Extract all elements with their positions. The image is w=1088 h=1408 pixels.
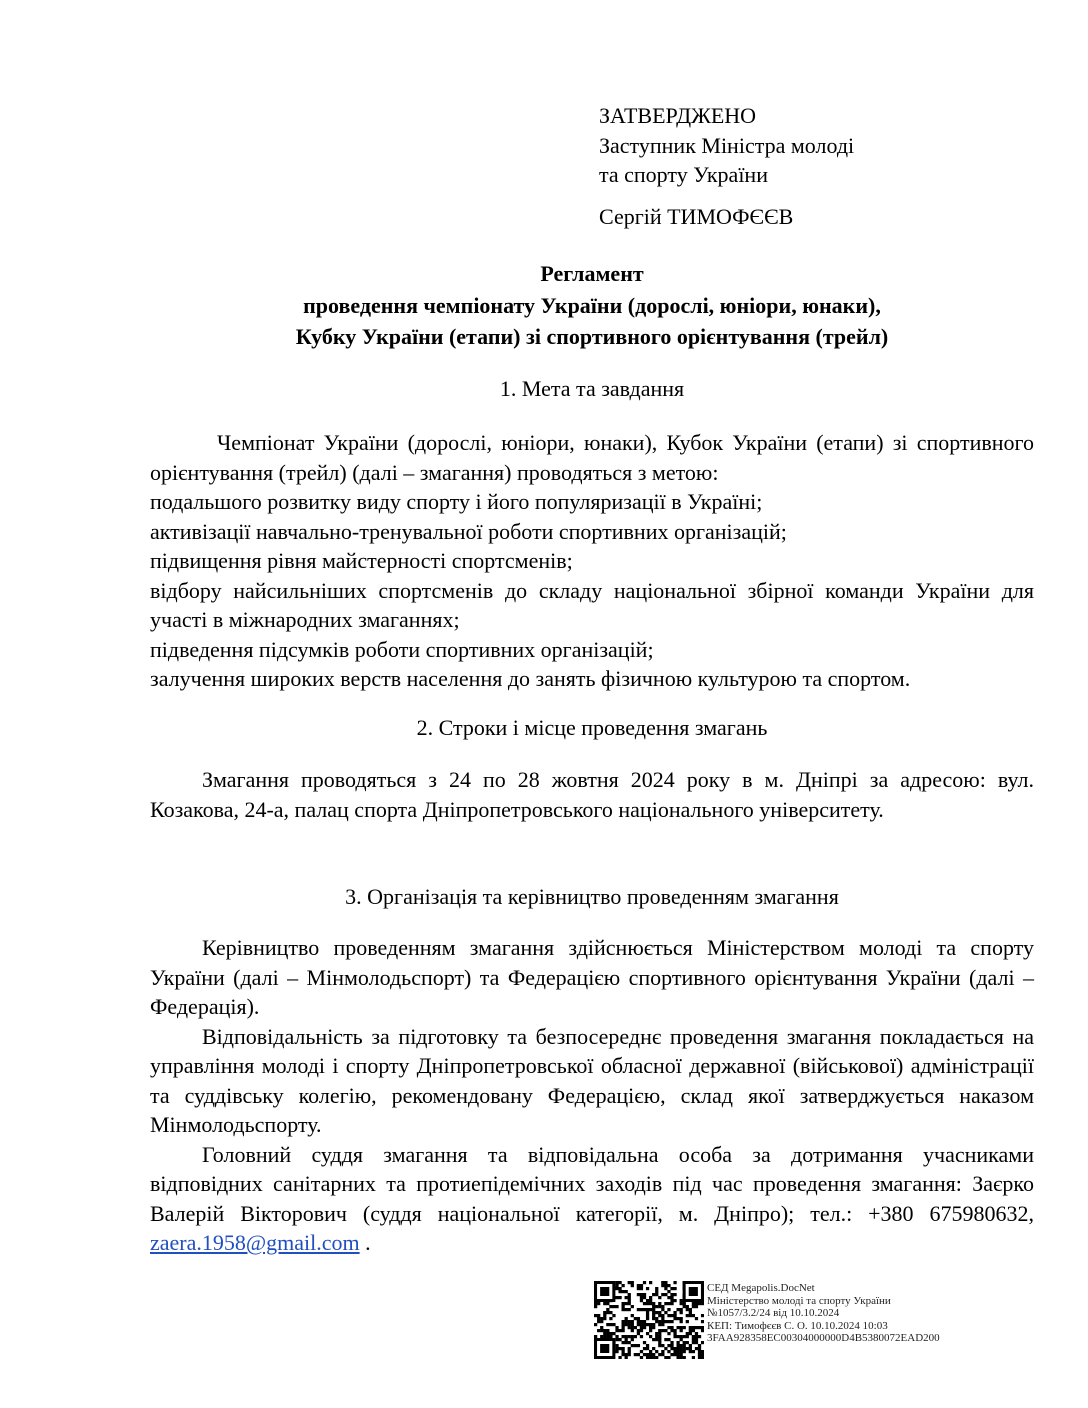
section2-heading: 2. Строки і місце проведення змагань (416, 715, 768, 740)
title-line1: Регламент (540, 261, 644, 286)
stamp-registration: №1057/3.2/24 від 10.10.2024 (707, 1307, 840, 1320)
section3-body (150, 933, 1034, 1258)
section1-item: підвищення рівня майстерності спортсменів; (150, 548, 573, 573)
approval-block (599, 101, 854, 231)
approval-position-line2: та спорту України (599, 162, 768, 187)
stamp-text (707, 1282, 940, 1345)
section1-item: підведення підсумків роботи спортивних організацій; (150, 636, 654, 662)
section3-paragraph3-end: . (359, 1230, 371, 1255)
email-link[interactable]: zaera.1958@gmail.com (150, 1230, 360, 1255)
section1-item: активізації навчально-тренувальної роботи спортивних організацій; (150, 518, 787, 544)
approval-position-line1: Заступник Міністра молоді (599, 132, 855, 158)
title-line2: проведення чемпіонату України (дорослі, юніори, юнаки), (303, 292, 881, 318)
section1-item: подальшого розвитку виду спорту і його популяризації в Україні; (150, 489, 763, 514)
approval-label: ЗАТВЕРДЖЕНО (599, 103, 757, 128)
section3-paragraph3 (150, 1140, 1034, 1258)
section2-body (150, 765, 1034, 824)
section3-heading: 3. Організація та керівництво проведенням змагання (345, 884, 839, 909)
title-line3: Кубку України (етапи) зі спортивного орієнтування (трейл) (295, 324, 889, 349)
section3-paragraph2: Відповідальність за підготовку та безпосереднє проведення змагання покладається на управління молоді і спорту Дніпропетровської обласної державної (військової) адміністрації та суддівську колегію, рекомендовану Федерацією, склад якої затверджується наказом Мінмолодьспорту. (150, 1023, 1034, 1137)
qr-code-icon (594, 1281, 704, 1359)
document-title (150, 258, 1034, 353)
stamp-system: СЕД Megapolis.DocNet (707, 1282, 815, 1294)
e-signature-stamp (594, 1281, 1034, 1359)
section1-heading: 1. Мета та завдання (499, 376, 685, 401)
section2-text: Змагання проводяться з 24 по 28 жовтня 2024 року в м. Дніпрі за адресою: вул. Козакова, 24-а, палац спорта Дніпропетровського національного університету. (150, 767, 1034, 822)
section1-intro: Чемпіонат України (дорослі, юніори, юнаки), Кубок України (етапи) зі спортивного орієнтування (трейл) (далі – змагання) проводяться з метою: (150, 430, 1034, 485)
approval-signer: Сергій ТИМОФЄЄВ (599, 203, 794, 229)
stamp-hash: 3FAA928358EC00304000000D4B5380072EAD200 (707, 1332, 940, 1345)
section1-body (150, 428, 1034, 694)
stamp-signature: КЕП: Тимофєєв С. О. 10.10.2024 10:03 (707, 1319, 888, 1332)
section1-item: відбору найсильніших спортсменів до складу національної збірної команди України для участі в міжнародних змаганнях; (150, 577, 1034, 632)
stamp-ministry: Міністерство молоді та спорту України (707, 1294, 891, 1307)
section3-paragraph1: Керівництво проведенням змагання здійснюється Міністерством молоді та спорту України (далі – Мінмолодьспорт) та Федерацією спортивного орієнтування України (далі – Федерація). (150, 935, 1034, 1019)
section1-item: залучення широких верств населення до занять фізичною культурою та спортом. (150, 666, 911, 691)
section3-paragraph3-text: Головний суддя змагання та відповідальна особа за дотримання учасниками відповідних санітарних та протиепідемічних заходів під час проведення змагання: Заєрко Валерій Вікторович (суддя національної категорії, м. Дніпро); тел.: +380 675980632, (150, 1141, 1034, 1226)
